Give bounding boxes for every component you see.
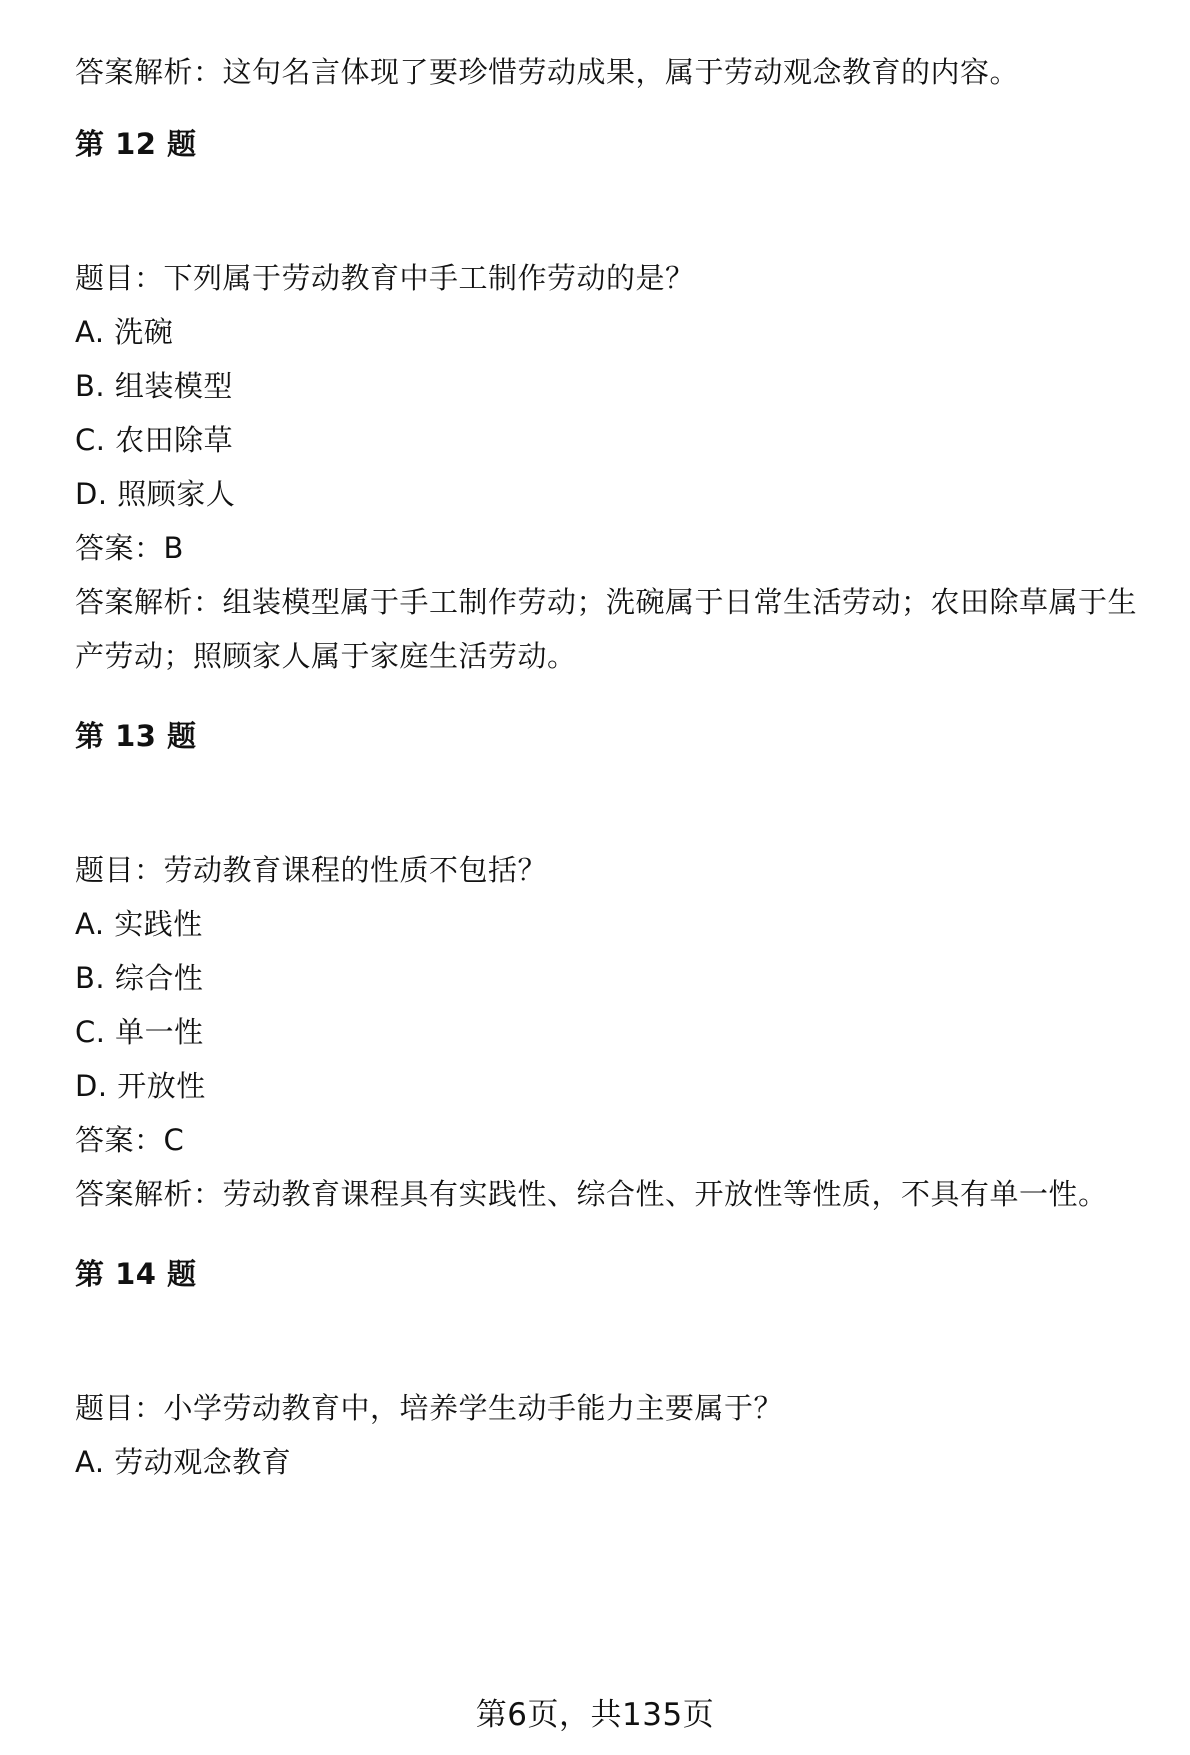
previous-answer-explanation: 答案解析：这句名言体现了要珍惜劳动成果，属于劳动观念教育的内容。 xyxy=(75,55,1020,89)
question-14-heading: 第 14 题 xyxy=(75,1257,197,1291)
question-13-option-a: A. 实践性 xyxy=(75,907,203,941)
question-12-text: 题目：下列属于劳动教育中手工制作劳动的是？ xyxy=(75,261,695,295)
question-12-explanation-line-2: 产劳动；照顾家人属于家庭生活劳动。 xyxy=(75,639,577,673)
question-13-option-b: B. 综合性 xyxy=(75,961,204,995)
question-12-heading: 第 12 题 xyxy=(75,127,197,161)
question-13-explanation: 答案解析：劳动教育课程具有实践性、综合性、开放性等性质，不具有单一性。 xyxy=(75,1177,1108,1211)
page-number-footer: 第6页，共135页 xyxy=(475,1697,715,1733)
question-13-answer: 答案：C xyxy=(75,1123,185,1157)
question-12-option-d: D. 照顾家人 xyxy=(75,477,236,511)
question-14-text: 题目：小学劳动教育中，培养学生动手能力主要属于？ xyxy=(75,1391,784,1425)
question-13-option-d: D. 开放性 xyxy=(75,1069,206,1103)
question-12-option-c: C. 农田除草 xyxy=(75,423,234,457)
question-12-option-b: B. 组装模型 xyxy=(75,369,233,403)
question-13-text: 题目：劳动教育课程的性质不包括？ xyxy=(75,853,548,887)
question-12-answer: 答案：B xyxy=(75,531,184,565)
question-14-option-a: A. 劳动观念教育 xyxy=(75,1445,292,1479)
question-13-option-c: C. 单一性 xyxy=(75,1015,204,1049)
question-13-heading: 第 13 题 xyxy=(75,719,197,753)
question-12-explanation-line-1: 答案解析：组装模型属于手工制作劳动；洗碗属于日常生活劳动；农田除草属于生 xyxy=(75,585,1138,619)
question-12-option-a: A. 洗碗 xyxy=(75,315,174,349)
